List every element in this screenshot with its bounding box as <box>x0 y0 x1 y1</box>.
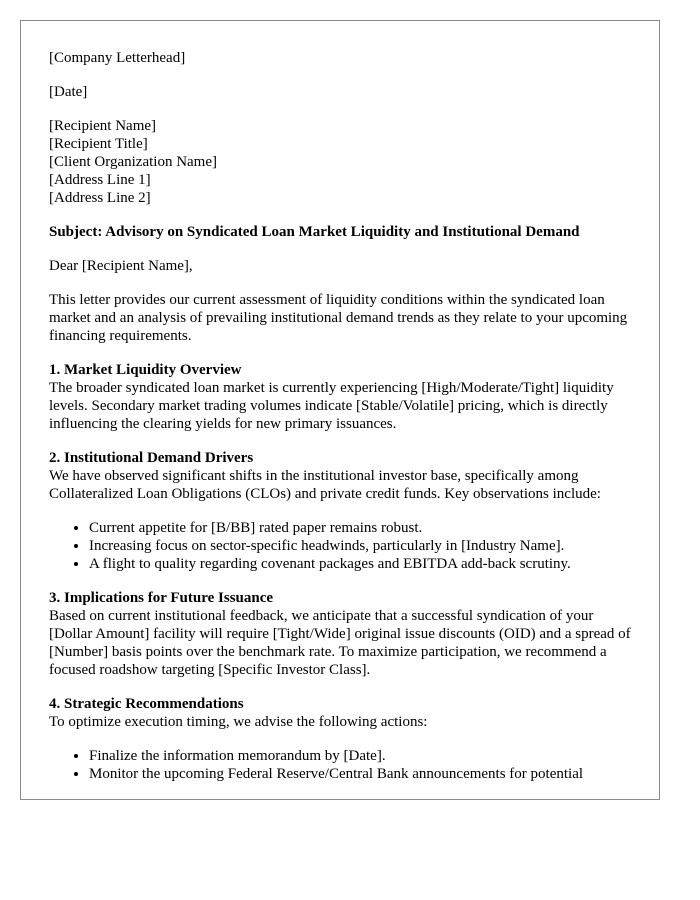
section-future-issuance <box>49 589 639 679</box>
letter-page <box>20 20 660 800</box>
salutation: Dear [Recipient Name], <box>49 258 193 274</box>
section-strategic-recommendations <box>49 695 639 731</box>
section-body: To optimize execution timing, we advise the following actions: <box>49 714 428 730</box>
client-organization: [Client Organization Name] <box>49 154 218 170</box>
letter-date: [Date] <box>49 84 88 100</box>
list-item: • Increasing focus on sector-specific headwinds, particularly in [Industry Name]. <box>89 537 639 555</box>
letter-subject: Subject: Advisory on Syndicated Loan Market Liquidity and Institutional Demand <box>49 224 580 240</box>
list-item: • Finalize the information memorandum by [Date]. <box>89 747 639 765</box>
list-item: • Monitor the upcoming Federal Reserve/Central Bank announcements for potential <box>89 765 639 783</box>
section-body: The broader syndicated loan market is currently experiencing [High/Moderate/Tight] liquidity levels. Secondary market trading volumes indicate [Stable/Volatile] pricing, which is directly influencing the clearing yields for new primary issuances. <box>49 380 614 432</box>
section-market-liquidity <box>49 361 639 433</box>
section-institutional-demand <box>49 449 639 503</box>
intro-paragraph: This letter provides our current assessment of liquidity conditions within the syndicated loan market and an analysis of prevailing institutional demand trends as they relate to your upcoming financing requirements. <box>49 292 628 344</box>
section-title: 2. Institutional Demand Drivers <box>49 450 254 466</box>
section-title: 4. Strategic Recommendations <box>49 696 244 712</box>
recipient-title: [Recipient Title] <box>49 136 148 152</box>
list-item: • A flight to quality regarding covenant packages and EBITDA add-back scrutiny. <box>89 555 639 573</box>
section-body: Based on current institutional feedback, we anticipate that a successful syndication of your [Dollar Amount] facility will require [Tight/Wide] original issue discounts (OID) and a spread of [Number] basis points over the benchmark rate. To maximize participation, we recommend a focused roadshow targeting [Specific Investor Class]. <box>49 608 631 678</box>
demand-observations-list <box>49 519 639 573</box>
section-title: 1. Market Liquidity Overview <box>49 362 242 378</box>
section-title: 3. Implications for Future Issuance <box>49 590 274 606</box>
address-line-1: [Address Line 1] <box>49 172 151 188</box>
company-letterhead: [Company Letterhead] <box>49 50 186 66</box>
letter-content <box>49 49 639 799</box>
recipient-block <box>49 117 639 207</box>
recommendations-list <box>49 747 639 783</box>
section-body: We have observed significant shifts in the institutional investor base, specifically among Collateralized Loan Obligations (CLOs) and private credit funds. Key observations include: <box>49 468 601 502</box>
recipient-name: [Recipient Name] <box>49 118 157 134</box>
list-item: • Current appetite for [B/BB] rated paper remains robust. <box>89 519 639 537</box>
address-line-2: [Address Line 2] <box>49 190 151 206</box>
